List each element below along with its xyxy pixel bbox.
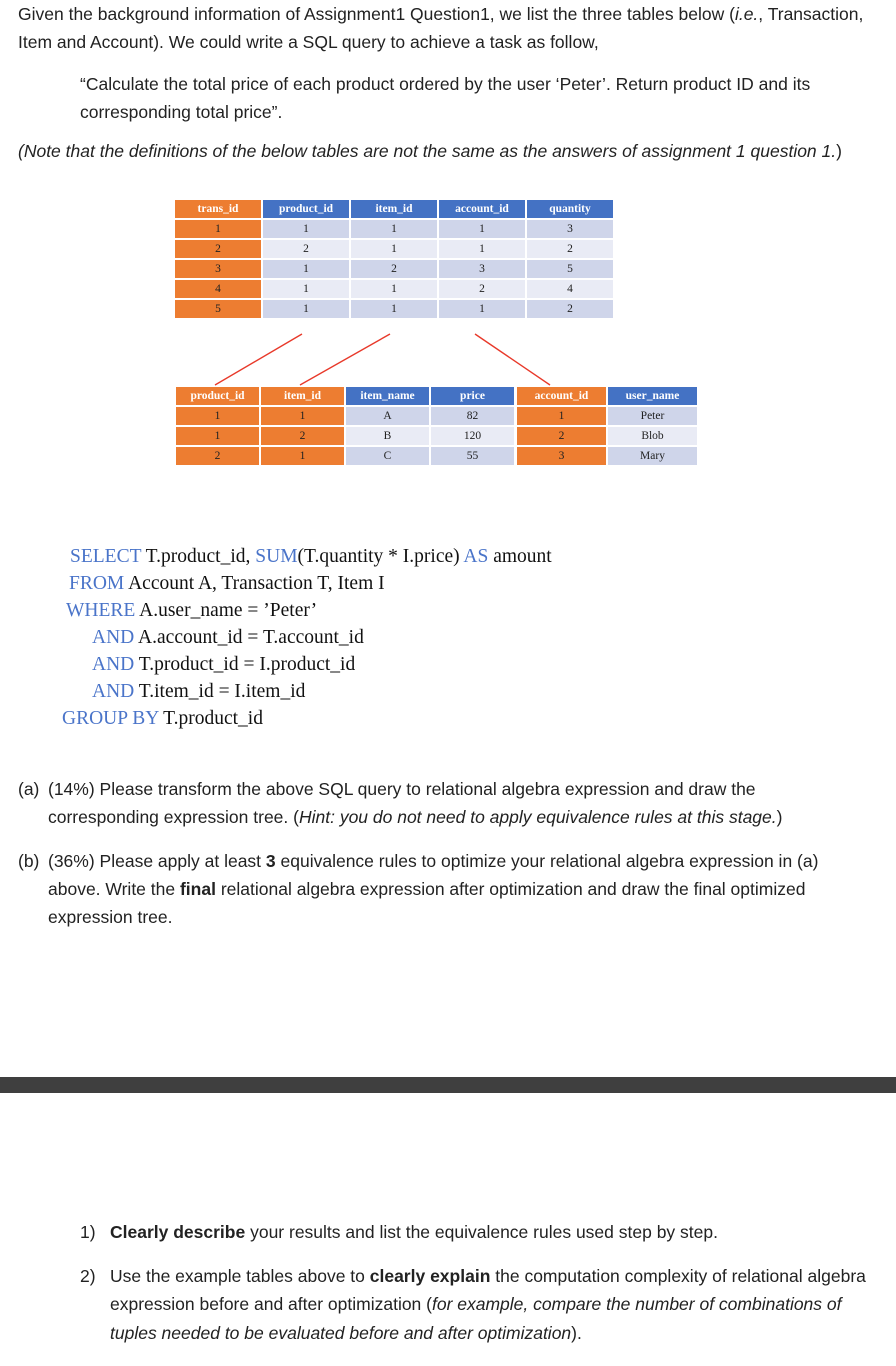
table-cell: 1 bbox=[439, 300, 525, 318]
table-cell: 1 bbox=[261, 407, 344, 425]
table-row bbox=[176, 447, 514, 465]
sql-line-1 bbox=[70, 543, 552, 570]
table-cell: 5 bbox=[527, 260, 613, 278]
question-b-text: equivalence rules to optimize your relational algebra expression in (a) above. Write the bbox=[48, 851, 819, 899]
sql-text: T.product_id bbox=[158, 708, 263, 729]
section-divider bbox=[0, 1077, 896, 1093]
sql-keyword: AND bbox=[92, 654, 135, 675]
sql-keyword: SUM bbox=[255, 546, 298, 567]
table-cell: 3 bbox=[517, 447, 606, 465]
header-cell: item_id bbox=[351, 200, 437, 218]
header-cell: trans_id bbox=[175, 200, 261, 218]
list-bold: Clearly describe bbox=[110, 1222, 246, 1242]
item-table bbox=[174, 385, 516, 467]
header-cell: product_id bbox=[263, 200, 349, 218]
sql-text: T.item_id = I.item_id bbox=[134, 681, 306, 702]
sql-keyword: AND bbox=[92, 681, 135, 702]
sql-text: A.user_name = ’Peter’ bbox=[135, 600, 318, 621]
header-cell: item_id bbox=[261, 387, 344, 405]
sql-text: amount bbox=[488, 546, 552, 567]
table-cell: 1 bbox=[263, 260, 349, 278]
table-cell: 1 bbox=[176, 427, 259, 445]
table-cell: 1 bbox=[517, 407, 606, 425]
question-a-label: (a) bbox=[18, 779, 40, 799]
table-cell: 1 bbox=[439, 220, 525, 238]
table-cell: 82 bbox=[431, 407, 514, 425]
list-italic: for example, compare the number of combinations of tuples needed to be evaluated before and after optimization bbox=[110, 1294, 842, 1343]
table-cell: Mary bbox=[608, 447, 697, 465]
table-cell: 1 bbox=[263, 300, 349, 318]
list-text: the computation complexity of relational algebra expression before and after optimization ( bbox=[110, 1265, 866, 1314]
list-text: Use the example tables above to bbox=[110, 1265, 370, 1286]
question-a-text: (14%) Please transform the above SQL query to relational algebra expression and draw the corresponding expression tree. ( bbox=[48, 779, 756, 827]
header-cell: user_name bbox=[608, 387, 697, 405]
table-cell: 2 bbox=[261, 427, 344, 445]
list-number: 2) bbox=[80, 1265, 96, 1286]
sql-keyword: AS bbox=[463, 546, 489, 567]
connector-line bbox=[300, 334, 390, 385]
question-b-bold: final bbox=[179, 879, 216, 899]
sql-text: A.account_id = T.account_id bbox=[134, 627, 364, 648]
table-cell: 2 bbox=[527, 300, 613, 318]
account-header-row bbox=[517, 387, 697, 405]
question-a-hint: Hint: you do not need to apply equivalence rules at this stage. bbox=[298, 807, 777, 827]
table-cell: 120 bbox=[431, 427, 514, 445]
sql-keyword: GROUP BY bbox=[62, 708, 159, 729]
sql-text: T.product_id, bbox=[141, 546, 256, 567]
table-cell: C bbox=[346, 447, 429, 465]
table-cell: 1 bbox=[351, 220, 437, 238]
table-cell: 2 bbox=[439, 280, 525, 298]
table-cell: 1 bbox=[351, 240, 437, 258]
header-cell: account_id bbox=[517, 387, 606, 405]
note-tail: ) bbox=[836, 141, 842, 161]
sql-line-4 bbox=[92, 624, 364, 651]
table-cell: 55 bbox=[431, 447, 514, 465]
intro-ie: i.e. bbox=[734, 4, 759, 24]
header-cell: price bbox=[431, 387, 514, 405]
question-b-label: (b) bbox=[18, 851, 40, 871]
list-number: 1) bbox=[80, 1222, 96, 1242]
question-b-text: (36%) Please apply at least bbox=[48, 851, 266, 871]
header-cell: product_id bbox=[176, 387, 259, 405]
list-item bbox=[70, 1218, 870, 1247]
table-cell: 4 bbox=[175, 280, 261, 298]
table-cell: 4 bbox=[527, 280, 613, 298]
sql-text: (T.quantity * I.price) bbox=[297, 546, 464, 567]
item-header-row bbox=[176, 387, 514, 405]
list-item bbox=[70, 1262, 870, 1348]
table-cell: 5 bbox=[175, 300, 261, 318]
note-italic: (Note that the definitions of the below tables are not the same as the answers of assignment 1 question 1. bbox=[18, 141, 837, 161]
table-cell: 1 bbox=[439, 240, 525, 258]
sql-keyword: FROM bbox=[69, 573, 125, 594]
list-text: ). bbox=[571, 1322, 582, 1343]
table-row bbox=[176, 427, 514, 445]
table-row bbox=[517, 407, 697, 425]
question-a bbox=[18, 775, 863, 831]
sql-text: T.product_id = I.product_id bbox=[134, 654, 356, 675]
account-table bbox=[515, 385, 699, 467]
table-cell: 1 bbox=[351, 300, 437, 318]
table-cell: 2 bbox=[263, 240, 349, 258]
table-cell: 2 bbox=[517, 427, 606, 445]
table-cell: B bbox=[346, 427, 429, 445]
intro-text: Given the background information of Assignment1 Question1, we list the three tables below ( bbox=[18, 4, 735, 24]
sql-line-3 bbox=[66, 597, 317, 624]
header-cell: quantity bbox=[527, 200, 613, 218]
table-cell: 3 bbox=[175, 260, 261, 278]
table-cell: 2 bbox=[175, 240, 261, 258]
table-cell: 1 bbox=[351, 280, 437, 298]
question-b-text: relational algebra expression after optimization and draw the final optimized expression tree. bbox=[48, 879, 806, 927]
question-b-bold: 3 bbox=[265, 851, 276, 871]
table-cell: 1 bbox=[176, 407, 259, 425]
sql-text: Account A, Transaction T, Item I bbox=[124, 573, 385, 594]
connector-line bbox=[475, 334, 550, 385]
relation-connectors bbox=[0, 0, 896, 400]
table-cell: A bbox=[346, 407, 429, 425]
question-b bbox=[18, 847, 863, 931]
table-cell: 3 bbox=[439, 260, 525, 278]
table-cell: Blob bbox=[608, 427, 697, 445]
header-cell: account_id bbox=[439, 200, 525, 218]
sql-line-7 bbox=[62, 705, 263, 732]
table-cell: 2 bbox=[351, 260, 437, 278]
sql-keyword: AND bbox=[92, 627, 135, 648]
sql-keyword: SELECT bbox=[70, 546, 142, 567]
sql-line-6 bbox=[92, 678, 305, 705]
table-cell: Peter bbox=[608, 407, 697, 425]
table-cell: 2 bbox=[527, 240, 613, 258]
table-cell: 2 bbox=[176, 447, 259, 465]
table-row bbox=[517, 447, 697, 465]
sql-keyword: WHERE bbox=[66, 600, 136, 621]
intro-text2: , Transaction, Item and Account). We could write a SQL query to achieve a task as follow, bbox=[18, 4, 864, 52]
question-a-tail: ) bbox=[776, 807, 783, 827]
sql-line-5 bbox=[92, 651, 355, 678]
requirements-list bbox=[70, 1218, 870, 1362]
table-cell: 3 bbox=[527, 220, 613, 238]
table-row bbox=[517, 427, 697, 445]
connector-line bbox=[215, 334, 302, 385]
table-cell: 1 bbox=[263, 220, 349, 238]
table-cell: 1 bbox=[263, 280, 349, 298]
table-cell: 1 bbox=[175, 220, 261, 238]
task-quote: “Calculate the total price of each product ordered by the user ‘Peter’. Return product ID and its corresponding total price”. bbox=[80, 74, 811, 122]
sql-line-2 bbox=[69, 570, 385, 597]
table-row bbox=[176, 407, 514, 425]
list-bold: clearly explain bbox=[369, 1265, 491, 1286]
header-cell: item_name bbox=[346, 387, 429, 405]
list-text: your results and list the equivalence rules used step by step. bbox=[245, 1222, 718, 1242]
table-cell: 1 bbox=[261, 447, 344, 465]
